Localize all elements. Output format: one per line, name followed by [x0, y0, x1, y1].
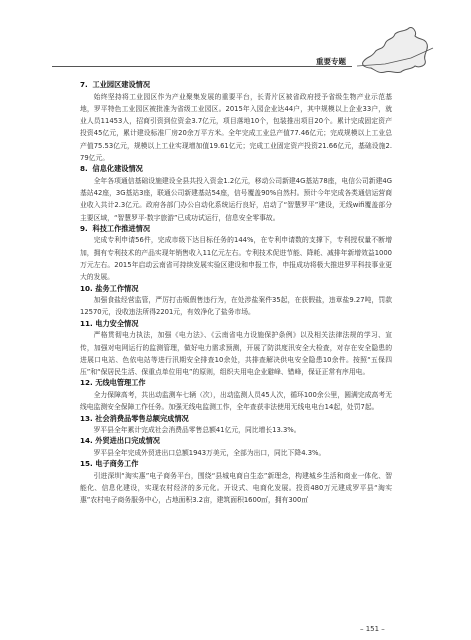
section-heading: 15. 电子商务工作 — [80, 459, 139, 469]
section-12 — [80, 378, 392, 413]
section-paragraph: 加强食盐经营监管，严厉打击贩假售违行为，在处涉盐案件35起，在获假盐，违章盐9.27吨，罚款12570元，没收违法所得2201元，有效净化了盐务市场。 — [80, 296, 392, 317]
section-8 — [80, 164, 392, 224]
section-13 — [80, 414, 392, 437]
section-paragraph: 罗平县全年累计完成社会消费品零售总额41亿元，同比增长13.3%。 — [93, 426, 301, 435]
section-heading: 8. 信息化建设情况 — [80, 164, 143, 174]
section-heading: 7. 工业园区建设情况 — [80, 80, 151, 89]
section-heading: 12. 无线电管理工作 — [80, 378, 146, 388]
section-paragraph: 始终坚持将工业园区作为产业聚集发展的重要平台，长青片区被省政府授予省级生物产业示范基地，罗平特色工业园区被批准为省级工业园区。2015年入园企业达44户，其中规模以上企业33户，就业人员11453人，招商引资到位资金3.7亿元，项目落地10个，包装推出项目20个。累计完成固定资产投资45亿元，累计建设标准厂房20余万平方米。全年完成工业总产值77.46亿元；完成规模以上工业总产值75.53亿元，规模以上工业实现增加值19.61亿元；完成工业固定资产投资21.66亿元，基础设施2.79亿元。 — [80, 92, 392, 162]
section-paragraph: 引进深圳“淘实惠”电子商务平台，围绕“县城电商自生态”新理念，构建城乡生活和商业一体化、智能化、信息化建设，实现农村经济的多元化。开设式、电商化发展。投资480万元建成罗平县“淘实惠”农村电子商务服务中心，占地面积3.2亩，建筑面积1600㎡，拥有300㎡ — [80, 471, 392, 505]
county-map-icon — [355, 18, 435, 78]
section-9 — [80, 224, 392, 284]
section-paragraph: 全年各项通信基础设施建设全县共投入资金1.2亿元，移动公司新建4G基站78座，电信公司新建4G基站42座，3G基站3座，联通公司新建基站54座，信号覆盖90%自然村。预计今年完成各类通信运营商业收入共计2.3亿元。政府各部门办公自动化系统运行良好，启动了“智慧罗平”建设，无线wifi覆盖部分主要区域，“智慧罗平·数字旅游”已成功试运行，信息安全零事故。 — [80, 176, 392, 222]
section-14 — [80, 436, 392, 459]
section-7 — [80, 80, 392, 164]
page-header — [0, 0, 471, 80]
section-paragraph: 罗平县全年完成外贸进出口总额1943万美元，全部为出口，同比下降4.3%。 — [93, 448, 326, 457]
section-heading: 13. 社会消费品零售总额完成情况 — [80, 413, 189, 423]
page-number: – 151 – — [360, 625, 385, 633]
article-body — [80, 80, 392, 507]
section-heading: 14. 外贸进出口完成情况 — [80, 436, 160, 446]
section-paragraph: 全力保障高考，共出动监测车七辆（次），出动监测人员45人次，循环100余公里，圆满完成高考无线电监测安全保障工作任务。加强无线电监测工作，全年查获非法使用无线电电台14起，处罚7起。 — [80, 390, 392, 412]
header-title: 重要专题 — [316, 57, 346, 66]
section-heading: 11. 电力安全情况 — [80, 318, 139, 328]
section-paragraph: 完成专利申请56件，完成市级下达目标任务的144%，在专利申请数的支撑下，专利授权量不断增加，拥有专利技术的产品实现年销售收入11亿元左右。专利技术促进节能、降耗、减排年新增效益1000万元左右。2015年启动云南省可持续发展实验区建设和申报工作，申报成功将极大推进罗平科技事业更大的发展。 — [80, 236, 392, 282]
section-paragraph: 严格贯彻电力执法，加强《电力法》、《云南省电力设施保护条例》以及相关法律法规的学习、宣传，加强对电网运行的监测管理，做好电力需求预测，开展了防洪度汛安全大检查，对存在安全隐患的进展口电站、色依电站等进行汛期安全排查10余处，共排查解决供电安全隐患10余件。按照“五保四压”和“保居民生活、保重点单位用电”的原则，组织夫用电企业避峰、错峰，保证正常有序用电。 — [80, 331, 392, 377]
section-10 — [80, 284, 392, 319]
section-heading: 10. 盐务工作情况 — [80, 283, 139, 293]
section-15 — [80, 459, 392, 506]
header-rule — [52, 66, 352, 67]
section-11 — [80, 319, 392, 379]
section-heading: 9. 科技工作推进情况 — [80, 223, 151, 233]
